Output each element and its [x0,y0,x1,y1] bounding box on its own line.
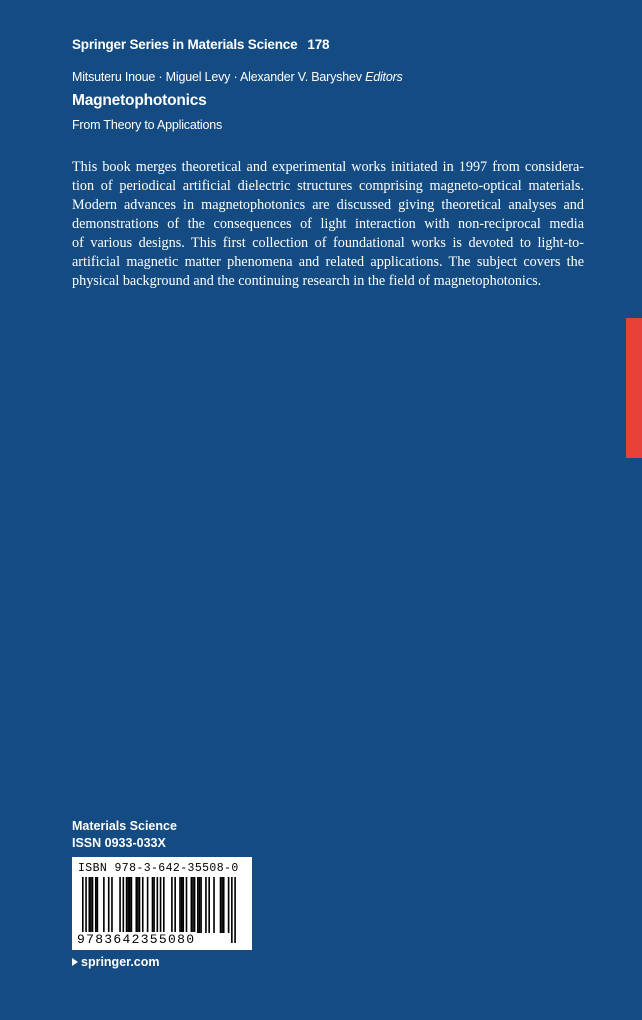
description-line: demonstrations of the consequences of light interaction with non-reciprocal media [72,216,584,232]
series-line [72,37,329,52]
series-number: 178 [307,37,330,52]
barcode-bar [205,877,207,933]
barcode-bar [147,877,149,933]
barcode-bar [192,877,194,933]
barcode-bar [119,877,121,933]
barcode-bar [231,877,233,943]
book-subtitle: From Theory to Applications [72,118,222,132]
barcode-bar [194,877,196,933]
barcode-bar [131,877,133,933]
barcode-bar [153,877,155,933]
editors-line [72,70,403,84]
barcode-bar [171,877,173,933]
description-line: This book merges theoretical and experimental works initiated in 1997 from considera- [72,159,584,175]
barcode-bar [127,877,129,933]
barcode-bar [163,877,165,933]
barcode-bar [103,877,105,933]
website-link[interactable] [72,955,160,969]
barcode-bar [181,877,183,933]
website-url[interactable]: springer.com [81,955,160,969]
barcode-bar [213,877,215,933]
book-description [72,158,584,291]
description-line: of various designs. This first collection of foundational works is devoted to light-to- [72,235,584,251]
description-line: artificial magnetic matter phenomena and related applications. The subject covers the [72,254,584,270]
arrow-right-icon [72,958,78,966]
barcode-bar [90,877,92,933]
barcode-bar [223,877,225,933]
barcode-bar [208,877,210,933]
book-title: Magnetophotonics [72,92,207,109]
description-line: Modern advances in magnetophotonics are discussed giving theoretical analyses and [72,197,584,213]
barcode-bar [186,877,188,933]
barcode-bar [220,877,222,933]
description-line: tion of periodical artificial dielectric structures comprising magneto-optical materials. [72,178,584,194]
series-name: Springer Series in Materials Science [72,37,298,52]
subject-block [72,818,177,852]
editors-role: Editors [365,70,403,84]
isbn-barcode [72,857,252,950]
description-line: physical background and the continuing research in the field of magnetophotonics. [72,273,542,289]
barcode-bar [95,877,97,933]
barcode-bar [200,877,202,933]
barcode-bar [197,877,199,933]
isbn-label: ISBN 978-3-642-35508-0 [78,862,239,875]
barcode-bar [182,877,184,933]
barcode-bar [108,877,110,933]
barcode-bar [152,877,154,933]
barcode-bar [111,877,113,933]
barcode-bar [139,877,141,933]
barcode-bar [228,877,230,933]
barcode-bar [92,877,94,933]
barcode-bar [174,877,176,933]
barcode-bar [135,877,137,933]
subject-category: Materials Science [72,819,177,833]
barcode-bar [97,877,99,933]
editor-names: Mitsuteru Inoue · Miguel Levy · Alexander V. Baryshev [72,70,362,84]
barcode-bar [199,877,201,933]
barcode-bar [88,877,90,933]
barcode-digits: 9783642355080 [77,932,196,947]
barcode-bar [123,877,125,933]
barcode-bar [137,877,139,933]
issn: ISSN 0933-033X [72,836,166,850]
barcode-bar [191,877,193,933]
barcode-bar [179,877,181,933]
barcode-bar [142,877,144,933]
barcode-bar [234,877,236,943]
barcode-bar [221,877,223,933]
color-tab [626,318,642,458]
barcode-bar [129,877,131,933]
barcode-bar [126,877,128,933]
